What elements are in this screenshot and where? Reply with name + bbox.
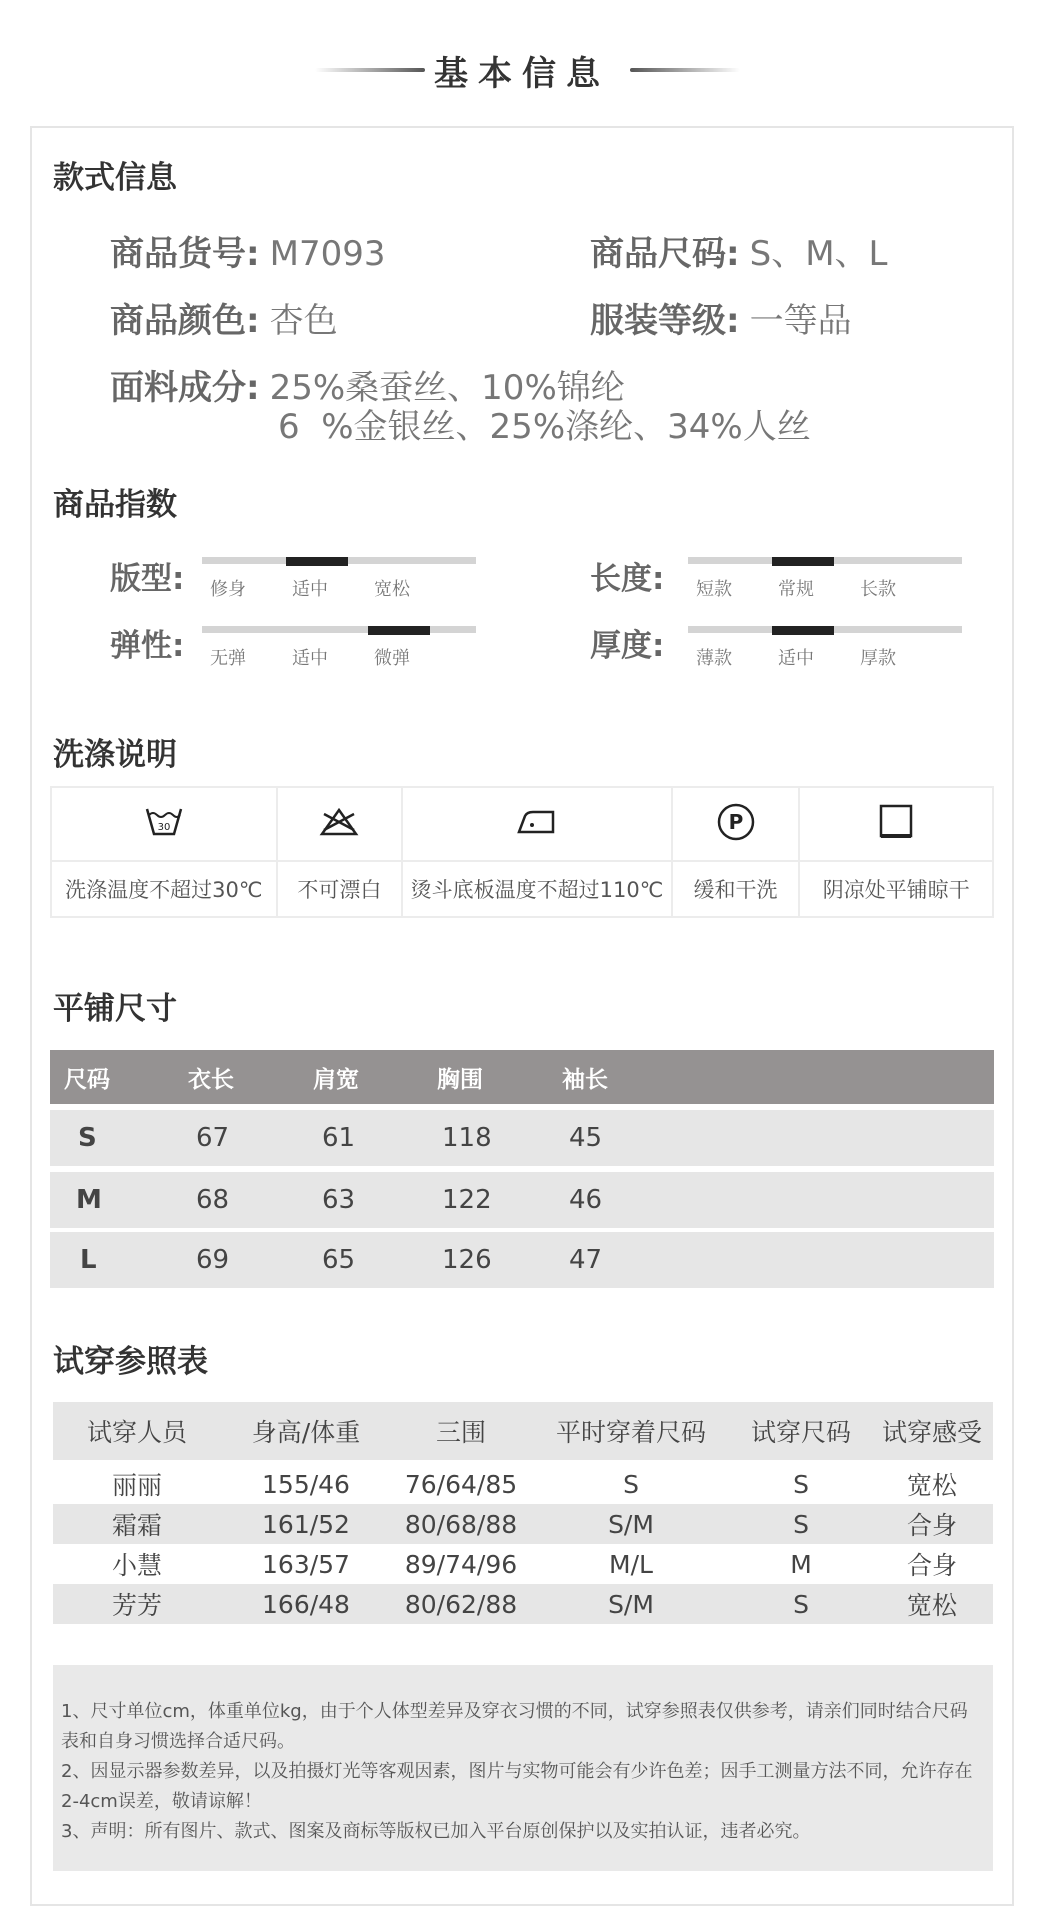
header-right-line [630,68,740,72]
index-label-length: 长度: [590,561,665,597]
size-table-title: 平铺尺寸 [53,991,177,1027]
size-cell: 126 [442,1245,492,1275]
index-option-label: 常规 [778,579,814,600]
dry-clean-icon-cell [672,787,800,861]
fit-cell: S/M [608,1509,654,1539]
fit-cell: S [793,1589,809,1619]
index-option-label: 适中 [292,579,328,600]
index-option-label: 薄款 [696,648,732,669]
fit-cell: 76/64/85 [404,1469,518,1499]
table-row [53,1544,993,1584]
wash-text-4: 缓和干洗 [672,861,800,917]
size-cell: 69 [196,1245,230,1275]
index-track [202,626,476,633]
size-cell: 46 [569,1185,603,1215]
note-2: 2、因显示器参数差异，以及拍摄灯光等客观因素，图片与实物可能会有少许色差；因手工测量方法不同，允许存在2-4cm误差，敬请谅解！ [61,1761,973,1812]
size-table-header [50,1050,994,1104]
size-label: 商品尺码: [590,234,740,274]
fit-header-cell: 试穿感受 [881,1418,982,1447]
fit-header-cell: 身高/体重 [251,1418,361,1447]
wash-text-2: 不可漂白 [277,861,403,917]
size-header-cell: 衣长 [188,1066,234,1093]
fabric-value-line1: 25%桑蚕丝、10%锦纶 [269,368,625,408]
fit-header-cell: 三围 [435,1418,486,1447]
svg-text:P: P [728,809,743,834]
fit-cell: 155/46 [262,1469,350,1499]
index-option-label: 适中 [778,648,814,669]
fit-cell: 小慧 [111,1551,162,1580]
size-field [590,226,887,275]
table-row [50,1232,994,1288]
fit-cell: M/L [609,1549,653,1579]
color-label: 商品颜色: [110,301,260,341]
index-selected-marker [772,626,834,635]
color-field [110,293,338,342]
size-cell: 47 [569,1245,603,1275]
index-selected-marker [772,557,834,566]
page-title: 基本信息 [434,54,610,94]
index-slider-fit [202,557,476,607]
fit-cell: 宽松 [906,1471,957,1500]
size-cell: 118 [442,1123,492,1153]
fit-header-cell: 试穿人员 [86,1418,187,1447]
note-1: 1、尺寸单位cm，体重单位kg，由于个人体型差异及穿衣习惯的不同，试穿参照表仅供参考，请亲们同时结合尺码表和自身习惯选择合适尺码。 [61,1701,968,1752]
size-cell: 122 [442,1185,492,1215]
wash-icon-cell [51,787,277,861]
fit-cell: 80/62/88 [404,1589,518,1619]
item-number-field [110,226,385,275]
svg-text:30: 30 [157,821,171,833]
wash-title: 洗涤说明 [53,737,177,773]
item-number-value: M7093 [269,234,386,274]
fit-cell: 宽松 [906,1591,957,1620]
index-option-label: 厚款 [860,648,896,669]
wash-30-icon [144,805,184,839]
fit-cell: S [793,1469,809,1499]
table-row [50,1172,994,1228]
grade-label: 服装等级: [590,301,740,341]
flat-dry-icon-cell [799,787,993,861]
wash-text-1: 洗涤温度不超过30℃ [51,861,277,917]
flat-dry-shade-icon [877,803,915,841]
product-index-title: 商品指数 [53,487,177,523]
fit-cell: 80/68/88 [404,1509,518,1539]
notes-box [53,1665,993,1871]
fit-cell: 166/48 [262,1589,350,1619]
fabric-value-line2: 6 %金银丝、25%涤纶、34%人丝 [278,407,811,447]
index-slider-thickness [688,626,962,676]
index-label-fit: 版型: [110,561,185,597]
table-row [53,1464,993,1504]
size-cell: S [78,1123,97,1153]
size-cell: L [80,1245,97,1275]
size-cell: 68 [196,1185,230,1215]
fit-cell: 89/74/96 [404,1549,518,1579]
index-option-label: 宽松 [374,579,410,600]
wash-text-3: 烫斗底板温度不超过110℃ [402,861,671,917]
grade-value: 一等品 [749,301,852,341]
index-slider-length [688,557,962,607]
fit-cell: 合身 [906,1551,957,1580]
index-option-label: 微弹 [374,648,410,669]
fit-header-cell: 试穿尺码 [750,1418,851,1447]
fit-cell: 霜霜 [111,1511,162,1540]
size-header-cell: 肩宽 [313,1066,359,1093]
fit-cell: 丽丽 [111,1471,162,1500]
section-header [0,38,1044,98]
index-selected-marker [286,557,348,566]
index-option-label: 长款 [860,579,896,600]
size-cell: 63 [322,1185,356,1215]
index-option-label: 短款 [696,579,732,600]
no-bleach-icon-cell [277,787,403,861]
size-header-cell: 尺码 [64,1066,110,1093]
index-label-elasticity: 弹性: [110,628,185,664]
index-option-label: 无弹 [210,648,246,669]
fit-header-cell: 平时穿着尺码 [555,1418,706,1447]
fit-cell: 163/57 [262,1549,350,1579]
no-bleach-icon [318,806,360,838]
note-3: 3、声明：所有图片、款式、图案及商标等版权已加入平台原创保护以及实拍认证，违者必究。 [61,1821,811,1842]
fit-cell: S [623,1469,639,1499]
index-selected-marker [368,626,430,635]
fabric-label: 面料成分: [110,368,260,408]
table-row [53,1584,993,1624]
table-row [50,1110,994,1166]
item-number-label: 商品货号: [110,234,260,274]
fit-cell: S [793,1509,809,1539]
index-slider-elasticity [202,626,476,676]
index-option-label: 修身 [210,579,246,600]
color-value: 杏色 [269,301,338,341]
iron-icon-cell [402,787,671,861]
size-value: S、M、L [749,234,888,274]
size-cell: M [76,1185,102,1215]
iron-icon [515,806,559,838]
wash-text-5: 阴凉处平铺晾干 [799,861,993,917]
size-cell: 45 [569,1123,603,1153]
index-option-label: 适中 [292,648,328,669]
fit-cell: S/M [608,1589,654,1619]
size-cell: 67 [196,1123,230,1153]
size-cell: 65 [322,1245,356,1275]
size-header-cell: 胸围 [437,1066,483,1093]
fit-cell: M [790,1549,812,1579]
wash-table [50,786,994,918]
index-label-thickness: 厚度: [590,628,665,664]
style-info-title: 款式信息 [53,160,177,196]
fit-table-title: 试穿参照表 [53,1344,208,1380]
table-row [53,1504,993,1544]
fit-cell: 161/52 [262,1509,350,1539]
fit-cell: 芳芳 [111,1591,162,1620]
size-header-cell: 袖长 [562,1066,608,1093]
fit-table-header [53,1402,993,1460]
grade-field [590,293,852,342]
fit-cell: 合身 [906,1511,957,1540]
size-cell: 61 [322,1123,356,1153]
dry-clean-p-icon [716,802,756,842]
